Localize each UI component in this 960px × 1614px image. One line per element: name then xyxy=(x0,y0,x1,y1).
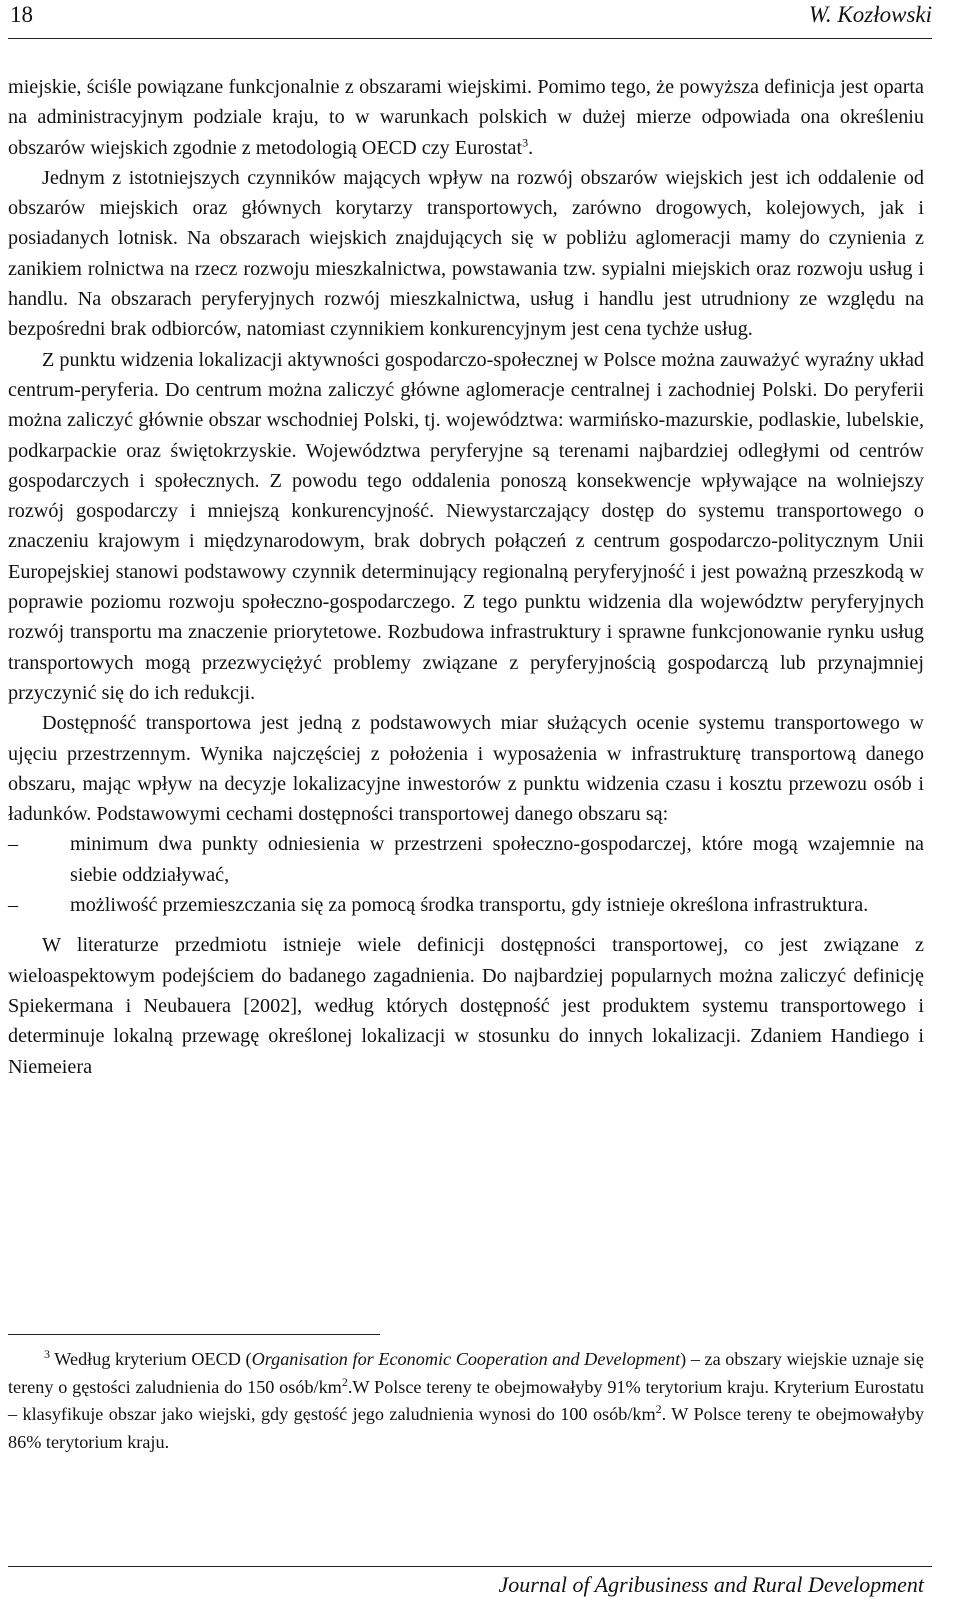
footnote-part: .W Polsce tereny te obejmowałyby 91% terytorium kraju. Kryterium Eurostatu – klasyfikuje obszar jako wiejski, gdy gęstość jego zaludnienia wynosi do 100 osób/km xyxy=(8,1376,925,1425)
list-item xyxy=(8,890,924,920)
footnote-part: ) – za obszary wiejskie uznaje się tereny o gęstości zaludnienia do 150 osób/km xyxy=(8,1349,924,1397)
running-header xyxy=(8,0,932,39)
paragraph-1-text: miejskie, ściśle powiązane funkcjonalnie z obszarami wiejskimi. Pomimo tego, że powyższa definicja jest oparta na administracyjnym podziale kraju, to w warunkach polskich w dużej mierze odpowiada ona określeniu obszarów wiejskich zgodnie z metodologią OECD czy Eurostat xyxy=(8,76,924,159)
list-item-text: minimum dwa punkty odniesienia w przestrzeni społeczno-gospodarczej, które mogą wzajemnie na siebie oddziaływać, xyxy=(70,833,924,886)
paragraph-2: Jednym z istotniejszych czynników mających wpływ na rozwój obszarów wiejskich jest ich oddalenie od obszarów miejskich oraz głównych korytarzy transportowych, zarówno drogowych, kolejowych, jak i posiadanych lotnisk. Na obszarach wiejskich znajdujących się w pobliżu aglomeracji mamy do czynienia z zanikiem rolnictwa na rzecz rozwoju mieszkalnictwa, powstawania tzw. sypialni miejskich oraz rozwoju usług i handlu. Na obszarach peryferyjnych rozwój mieszkalnictwa, usług i handlu jest utrudniony ze względu na bezpośredni brak odbiorców, natomiast czynnikiem konkurencyjnym jest cena tychże usług. xyxy=(8,166,924,341)
list-dash: – xyxy=(8,833,19,856)
footer-separator xyxy=(8,1566,932,1567)
list-dash: – xyxy=(8,894,19,917)
running-author: W. Kozłowski xyxy=(808,2,932,27)
footnote-part: Według kryterium OECD ( xyxy=(50,1349,252,1369)
footnote-part: . W Polsce tereny te obejmowałyby 86% terytorium kraju. xyxy=(8,1404,925,1452)
footnote-3 xyxy=(8,1346,924,1456)
paragraph-3: Z punktu widzenia lokalizacji aktywności gospodarczo-społecznej w Polsce można zauważyć wyraźny układ centrum-peryferia. Do centrum można zaliczyć główne aglomeracje centralnej i zachodniej Polski. Do peryferii można zaliczyć głównie obszar wschodniej Polski, tj. województwa: warmińsko-mazurskie, podlaskie, lubelskie, podkarpackie oraz świętokrzyskie. Województwa peryferyjne są terenami najbardziej odległymi od centrów gospodarczych i społecznych. Z powodu tego oddalenia ponoszą konsekwencje wpływające na wolniejszy rozwój gospodarczy i mniejszą konkurencyjność. Niewystarczający dostęp do systemu transportowego o znaczeniu krajowym i międzynarodowym, brak dobrych połączeń z centrum gospodarczo-politycznym Unii Europejskiej stanowi podstawowy czynnik determinujący regionalną peryferyjność i jest poważną przeszkodą w poprawie poziomu rozwoju społeczno-gospodarczego. Z tego punktu widzenia dla województw peryferyjnych rozwój transportu ma znaczenie priorytetowe. Rozbudowa infrastruktury i sprawne funkcjonowanie rynku usług transportowych mogą przezwyciężyć problemy związane z peryferyjnością gospodarczą lub przynajmniej przyczynić się do ich redukcji. xyxy=(8,348,924,704)
page-number: 18 xyxy=(10,2,33,27)
paragraph-4: Dostępność transportowa jest jedną z podstawowych miar służących ocenie systemu transportowego w ujęciu przestrzennym. Wynika najczęściej z położenia i wyposażenia w infrastrukturę transportową danego obszaru, mając wpływ na decyzje lokalizacyjne inwestorów z punktu widzenia czasu i kosztu przewozu osób i ładunków. Podstawowymi cechami dostępności transportowej danego obszaru są: xyxy=(8,712,924,826)
footnote-separator xyxy=(8,1334,380,1335)
journal-title: Journal of Agribusiness and Rural Development xyxy=(498,1572,924,1597)
list-item-text: możliwość przemieszczania się za pomocą środka transportu, gdy istnieje określona infrastruktura. xyxy=(70,894,869,917)
paragraph-1 xyxy=(8,72,924,163)
body-text xyxy=(8,72,924,1082)
list-item xyxy=(8,829,924,890)
footnote-ref-3[interactable]: 3 xyxy=(522,134,529,149)
footnote-text xyxy=(8,1346,924,1456)
footnote-marker: 3 xyxy=(44,1346,50,1361)
footnote-org-name: Organisation for Economic Cooperation and Development xyxy=(251,1349,681,1369)
feature-list xyxy=(8,829,924,920)
paragraph-5: W literaturze przedmiotu istnieje wiele definicji dostępności transportowej, co jest związane z wieloaspektowym podejściem do badanego zagadnienia. Do najbardziej popularnych można zaliczyć definicję Spiekermana i Neubauera [2002], według których dostępność jest produktem systemu transportowego i determinuje lokalną przewagę określonej lokalizacji w stosunku do innych lokalizacji. Zdaniem Handiego i Niemeiera xyxy=(8,934,924,1078)
footnote-sup: 2 xyxy=(655,1402,662,1417)
paragraph-1-end: . xyxy=(528,136,534,159)
footnote-sup: 2 xyxy=(341,1374,348,1389)
